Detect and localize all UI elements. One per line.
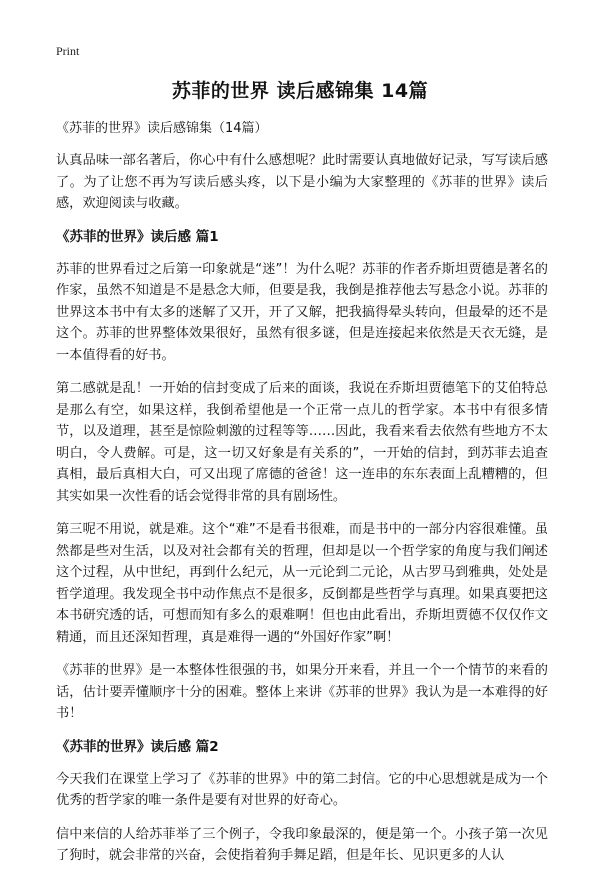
section-heading-1: 《苏菲的世界》读后感 篇1 [56,228,219,245]
section2-paragraph: 信中来信的人给苏菲举了三个例子，令我印象最深的，便是第一个。小孩子第一次见了狗时，就会非常的兴奋，会使指着狗手舞足蹈，但是年长、见识更多的人认 [56,826,548,863]
section-heading-2: 《苏菲的世界》读后感 篇2 [56,738,219,755]
article-body [56,120,548,879]
page-title: 苏菲的世界 读后感锦集 14篇 [171,80,429,102]
article-subtitle: 《苏菲的世界》读后感锦集（14篇） [56,121,268,136]
section1-paragraph: 第二感就是乱！一开始的信封变成了后来的面谈，我说在乔斯坦贾德笔下的艾伯特总是那么有空，如果这样，我倒希望他是一个正常一点儿的哲学家。本书中有很多情节，以及道理，甚至是惊险刺激的过程等等……因此，我看来看去依然有些地方不太明白，令人费解。可是，这一切又好象是有关系的”，一开始的信封，到苏菲去追查真相，最后真相大白，可又出现了席德的爸爸！这一连串的东东表面上乱糟糟的，但其实如果一次性看的话会觉得非常的具有剧场性。 [56,381,548,504]
section1-paragraph: 《苏菲的世界》是一本整体性很强的书，如果分开来看，并且一个一个情节的来看的话，估计要弄懂顺序十分的困难。整体上来讲《苏菲的世界》我认为是一本难得的好书！ [56,663,548,721]
section1-paragraph: 第三呢不用说，就是难。这个“难”不是看书很难，而是书中的一部分内容很难懂。虽然都是些对生活，以及对社会都有关的哲理，但却是以一个哲学家的角度与我们阐述这个过程，从中世纪，再到什么纪元，从一元论到二元论，从古罗马到雅典，处处是哲学道理。我发现全书中动作焦点不是很多，反倒都是些哲学与真理。如果真要把这本书研究透的话，可想而知有多么的艰难啊！但也由此看出，乔斯坦贾德不仅仅作文精通，而且还深知哲理，真是难得一遇的“外国好作家”啊！ [56,522,548,645]
section2-paragraph: 今天我们在课堂上学习了《苏菲的世界》中的第二封信。它的中心思想就是成为一个优秀的哲学家的唯一条件是要有对世界的好奇心。 [56,771,548,808]
section1-paragraph: 苏菲的世界看过之后第一印象就是“迷”！为什么呢？苏菲的作者乔斯坦贾德是著名的作家，虽然不知道是不是悬念大师，但要是我，我倒是推荐他去写悬念小说。苏菲的世界这本书中有太多的迷解了又开，开了又解，把我搞得晕头转向，但最晕的还不是这个。苏菲的世界整体效果很好，虽然有很多谜，但是连接起来依然是天衣无缝，是一本值得看的好书。 [56,261,548,363]
print-link[interactable]: Print [56,44,80,58]
intro-paragraph: 认真品味一部名著后，你心中有什么感想呢？此时需要认真地做好记录，写写读后感了。为了让您不再为写读后感头疼，以下是小编为大家整理的《苏菲的世界》读后感，欢迎阅读与收藏。 [56,153,548,211]
